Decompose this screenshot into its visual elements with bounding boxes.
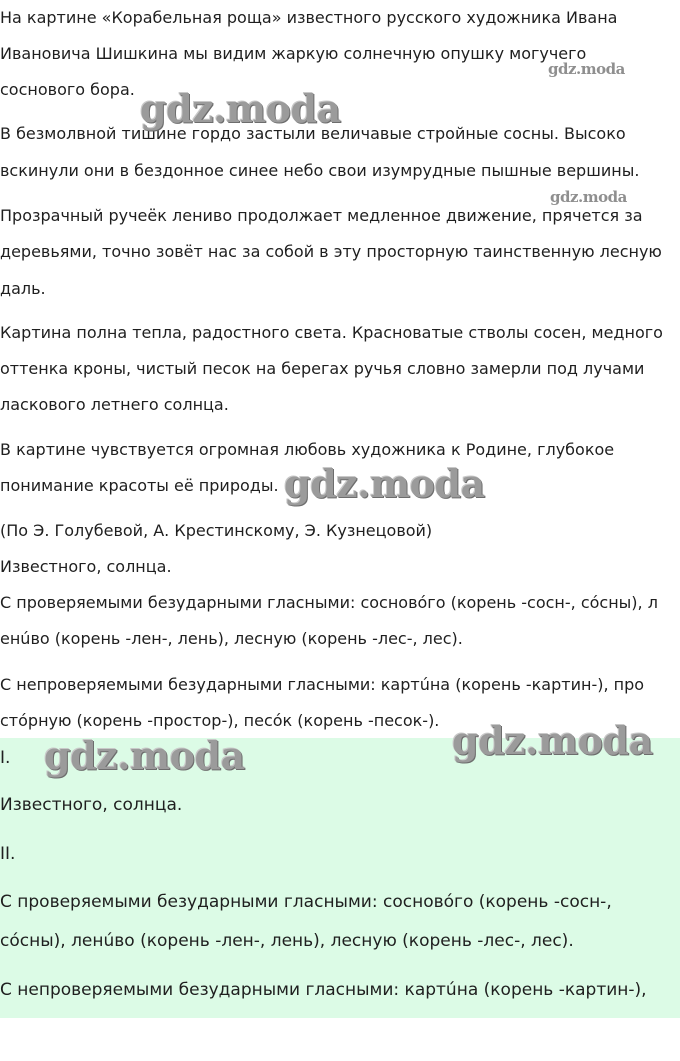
source-citation: (По Э. Голубевой, А. Крестинскому, Э. Кузнецовой) [0, 521, 433, 540]
answer-line: енúво (корень -лен-, лень), лесную (корень -лес-, лес). [0, 629, 463, 648]
answer-line: С непроверяемыми безударными гласными: картúна (корень -картин-), [0, 980, 647, 1000]
paragraph-line: Ивановича Шишкина мы видим жаркую солнечную опушку могучего [0, 44, 587, 63]
watermark-logo: gdz.moda [140, 86, 341, 131]
watermark-logo: gdz.moda [284, 461, 485, 506]
paragraph-line: оттенка кроны, чистый песок на берегах ручья словно замерли под лучами [0, 359, 645, 378]
paragraph-line: В безмолвной тишине гордо застыли величавые стройные сосны. Высоко [0, 124, 626, 143]
answer-line: С непроверяемыми безударными гласными: картúна (корень -картин-), про [0, 675, 645, 694]
paragraph-line: вскинули они в бездонное синее небо свои изумрудные пышные вершины. [0, 161, 640, 180]
paragraph-line: В картине чувствуется огромная любовь художника к Родине, глубокое [0, 440, 615, 459]
watermark-logo: gdz.moda [452, 718, 653, 763]
paragraph-line: ласкового летнего солнца. [0, 395, 229, 414]
paragraph-line: деревьями, точно зовёт нас за собой в эту просторную таинственную лесную [0, 242, 662, 261]
page-bottom-fill [0, 1018, 680, 1061]
answer-line: сόсны), ленúво (корень -лен-, лень), лесную (корень -лес-, лес). [0, 931, 574, 951]
watermark-logo: gdz.moda [550, 188, 627, 206]
section-numeral: II. [0, 844, 16, 864]
paragraph-line: соснового бора. [0, 80, 135, 99]
answer-line: С проверяемыми безударными гласными: сосновόго (корень -сосн-, сόсны), л [0, 593, 658, 612]
answer-line: стόрную (корень -простор-), песόк (корень -песок-). [0, 711, 440, 730]
answer-line: Известного, солнца. [0, 557, 172, 576]
paragraph-line: понимание красоты её природы. [0, 476, 279, 495]
answer-line: Известного, солнца. [0, 795, 183, 815]
paragraph-line: На картине «Корабельная роща» известного русского художника Ивана [0, 8, 618, 27]
watermark-logo: gdz.moda [548, 60, 625, 78]
watermark-logo: gdz.moda [44, 733, 245, 778]
section-numeral: I. [0, 748, 11, 768]
answer-line: С проверяемыми безударными гласными: сосновόго (корень -сосн-, [0, 892, 612, 912]
paragraph-line: Картина полна тепла, радостного света. Красноватые стволы сосен, медного [0, 323, 663, 342]
paragraph-line: даль. [0, 279, 46, 298]
paragraph-line: Прозрачный ручеёк лениво продолжает медленное движение, прячется за [0, 206, 643, 225]
